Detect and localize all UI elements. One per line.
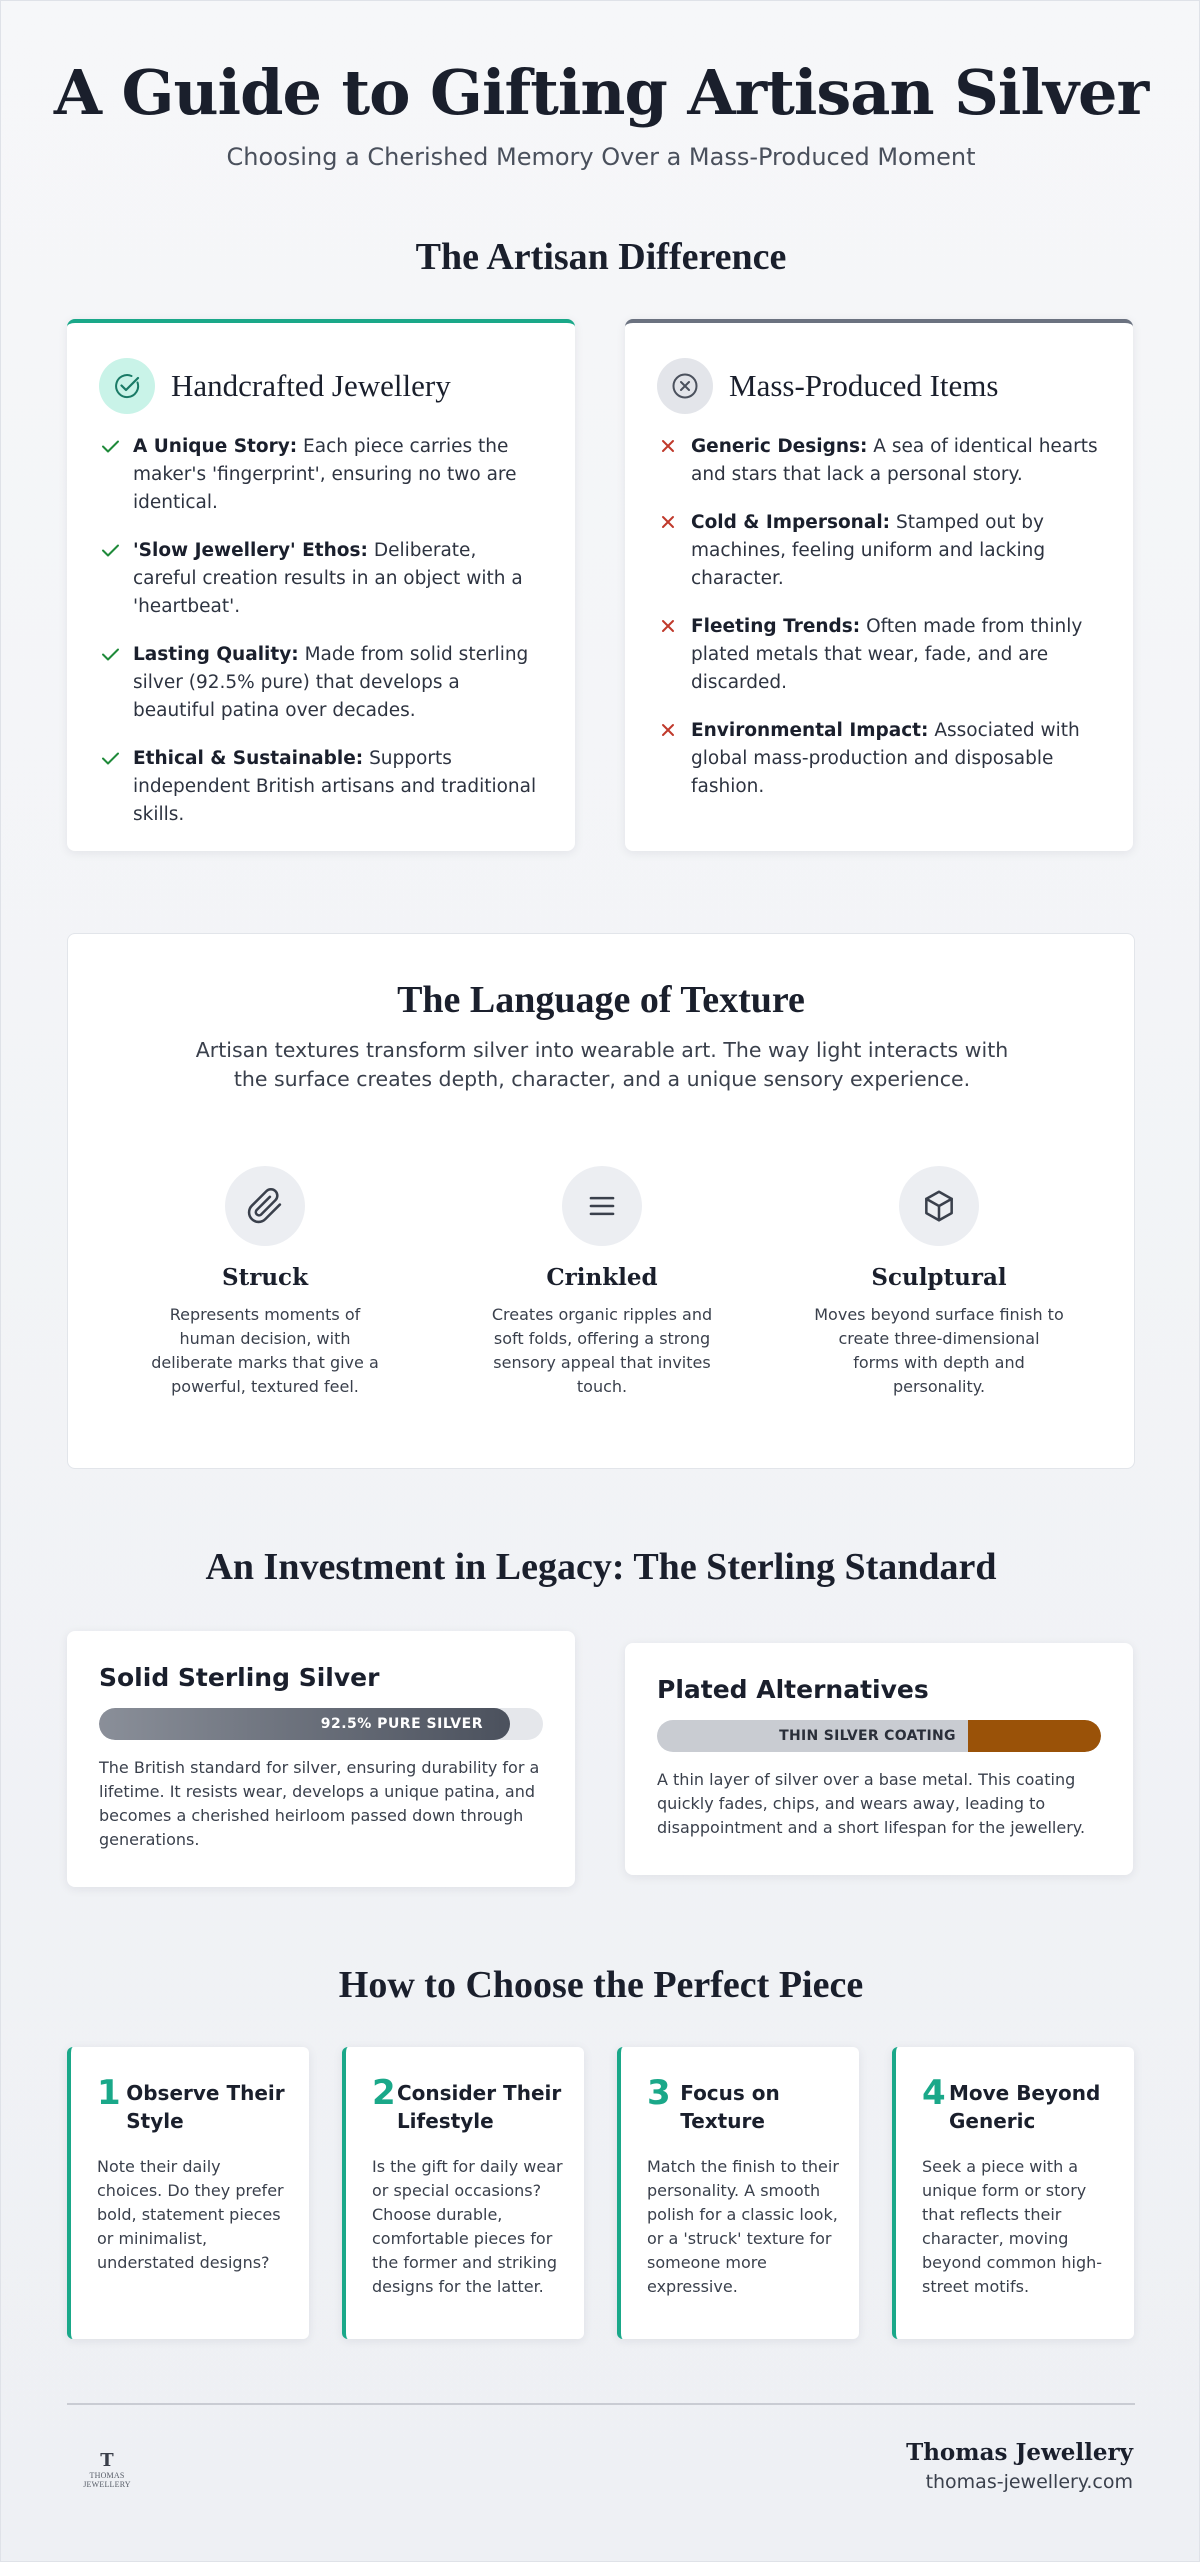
texture-item-crinkled [477, 1166, 727, 1399]
texture-item-struck [140, 1166, 390, 1399]
solid-silver-title: Solid Sterling Silver [99, 1663, 380, 1692]
handcrafted-title: Handcrafted Jewellery [171, 368, 451, 403]
solid-silver-card [67, 1631, 575, 1887]
checkmark-icon [99, 433, 133, 517]
list-item-label: Fleeting Trends: [691, 616, 861, 637]
coating-bar-base-metal [968, 1720, 1101, 1752]
step-card-4 [892, 2047, 1134, 2339]
list-item [99, 433, 543, 517]
brand-name: Thomas Jewellery [906, 2439, 1133, 2466]
solid-silver-description: The British standard for silver, ensuring durability for a lifetime. It resists wear, develops a unique patina, and becomes a cherished heirloom passed down through generations. [99, 1758, 540, 1849]
footer-divider [67, 2403, 1135, 2405]
plated-card [625, 1643, 1133, 1875]
cross-icon [657, 509, 691, 593]
list-item-body: Deliberate, careful creation results in an object with a 'heartbeat'. [133, 540, 523, 617]
mass-produced-list [657, 433, 1101, 801]
list-item-text [133, 641, 543, 725]
list-item [657, 433, 1101, 489]
step-title: Move Beyond Generic [948, 2081, 1101, 2133]
list-item [657, 613, 1101, 697]
step-number: 3 [647, 2073, 671, 2113]
texture-name: Struck [221, 1264, 308, 1291]
texture-desc: Moves beyond surface finish to create three-dimensional forms with depth and personality. [814, 1305, 1064, 1396]
list-item-text [133, 745, 543, 829]
list-item [99, 537, 543, 621]
list-item [657, 717, 1101, 801]
purity-bar-label: 92.5% PURE SILVER [320, 1716, 483, 1732]
section-title-difference: The Artisan Difference [415, 236, 787, 278]
texture-desc: Represents moments of human decision, with deliberate marks that give a powerful, textured feel. [151, 1305, 379, 1396]
list-item-body: Supports independent British artisans and traditional skills. [133, 748, 537, 825]
checkmark-icon [99, 537, 133, 621]
list-item-body: Made from solid sterling silver (92.5% pure) that develops a beautiful patina over decades. [133, 644, 529, 721]
mass-produced-title: Mass-Produced Items [729, 368, 999, 403]
step-title: Observe Their Style [126, 2081, 285, 2133]
list-item-text [691, 509, 1101, 593]
x-circle-icon [657, 358, 713, 414]
texture-item-sculptural [814, 1166, 1064, 1399]
handcrafted-card [67, 319, 575, 851]
step-card-1 [67, 2047, 309, 2339]
coating-bar-label: THIN SILVER COATING [779, 1728, 956, 1744]
list-item [99, 745, 543, 829]
list-item-body: A sea of identical hearts and stars that lack a personal story. [691, 436, 1098, 485]
texture-card [67, 933, 1135, 1469]
handcrafted-list [99, 433, 543, 829]
list-item [99, 641, 543, 725]
texture-description: Artisan textures transform silver into wearable art. The way light interacts with the surface creates depth, character, and a unique sensory experience. [195, 1038, 1009, 1091]
list-item-text [133, 537, 543, 621]
cube-icon [899, 1166, 979, 1246]
cross-icon [657, 433, 691, 489]
mass-produced-card [625, 319, 1133, 851]
texture-name: Sculptural [871, 1264, 1007, 1291]
check-circle-icon [99, 358, 155, 414]
plated-description: A thin layer of silver over a base metal. This coating quickly fades, chips, and wears away, leading to disappointment and a short lifespan for the jewellery. [657, 1770, 1086, 1837]
step-description: Note their daily choices. Do they prefer bold, statement pieces or minimalist, understated designs? [97, 2157, 284, 2272]
list-item-label: Generic Designs: [691, 436, 868, 457]
coating-bar [657, 1720, 1101, 1752]
page-subtitle: Choosing a Cherished Memory Over a Mass-Produced Moment [226, 143, 976, 171]
step-number: 1 [97, 2073, 121, 2113]
paperclip-icon [225, 1166, 305, 1246]
list-item-label: A Unique Story: [133, 436, 298, 457]
step-card-3 [617, 2047, 859, 2339]
list-item-text [691, 433, 1101, 489]
texture-desc: Creates organic ripples and soft folds, offering a strong sensory appeal that invites touch. [491, 1305, 713, 1396]
list-item [657, 509, 1101, 593]
step-card-2 [342, 2047, 584, 2339]
list-item-body: Each piece carries the maker's 'fingerprint', ensuring no two are identical. [133, 436, 517, 513]
purity-bar [99, 1708, 543, 1740]
logo-text: THOMAS JEWELLERY [83, 2471, 131, 2489]
checkmark-icon [99, 745, 133, 829]
list-item-text [133, 433, 543, 517]
list-item-label: Ethical & Sustainable: [133, 748, 364, 769]
section-title-texture: The Language of Texture [397, 979, 805, 1021]
list-item-label: Lasting Quality: [133, 644, 299, 665]
list-item-label: Cold & Impersonal: [691, 512, 891, 533]
list-item-text [691, 613, 1101, 697]
logo-mark: T [100, 2450, 114, 2471]
cross-icon [657, 717, 691, 801]
section-title-sterling: An Investment in Legacy: The Sterling Standard [205, 1546, 997, 1588]
plated-title: Plated Alternatives [657, 1675, 929, 1704]
step-title: Consider Their Lifestyle [396, 2081, 562, 2133]
step-description: Seek a piece with a unique form or story that reflects their character, moving beyond common high-street motifs. [922, 2157, 1103, 2296]
step-description: Match the finish to their personality. A smooth polish for a classic look, or a 'struck' texture for someone more expressive. [647, 2157, 839, 2296]
step-number: 4 [922, 2073, 946, 2113]
list-item-label: 'Slow Jewellery' Ethos: [133, 540, 368, 561]
list-item-body: Stamped out by machines, feeling uniform and lacking character. [691, 512, 1046, 589]
cross-icon [657, 613, 691, 697]
section-title-choose: How to Choose the Perfect Piece [338, 1964, 864, 2006]
list-item-label: Environmental Impact: [691, 720, 929, 741]
step-number: 2 [372, 2073, 396, 2113]
texture-name: Crinkled [546, 1264, 658, 1291]
page-title: A Guide to Gifting Artisan Silver [53, 56, 1149, 129]
step-description: Is the gift for daily wear or special occasions? Choose durable, comfortable pieces for the former and striking designs for the latter. [372, 2157, 563, 2296]
step-title: Focus on Texture [680, 2081, 780, 2133]
brand-url-link[interactable]: thomas-jewellery.com [925, 2471, 1133, 2493]
list-item-text [691, 717, 1101, 801]
lines-icon [562, 1166, 642, 1246]
brand-logo[interactable] [67, 2451, 147, 2489]
list-item-body: Associated with global mass-production and disposable fashion. [691, 720, 1080, 797]
list-item-body: Often made from thinly plated metals that wear, fade, and are discarded. [691, 616, 1083, 693]
checkmark-icon [99, 641, 133, 725]
